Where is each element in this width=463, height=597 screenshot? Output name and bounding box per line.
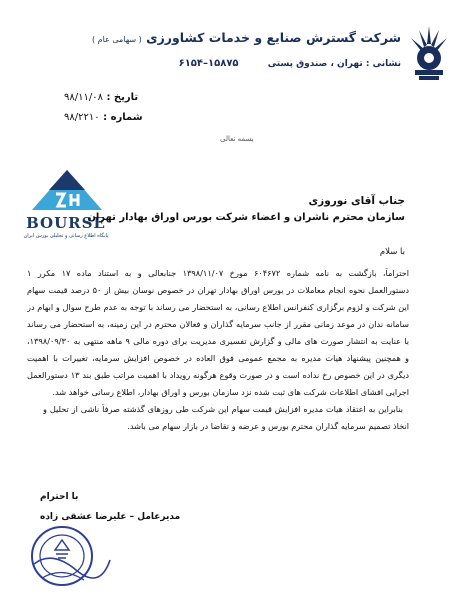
bourse-logo-tagline: پایگاه اطلاع رسانی و تحلیلی بورس ایران bbox=[23, 233, 109, 239]
salutation: با سلام bbox=[379, 247, 405, 257]
bourse-logo-word: BOURSE bbox=[26, 214, 106, 232]
addressee-org: سازمان محترم ناشران و اعضاء شرکت بورس اوراق بهادار تهران bbox=[87, 212, 405, 223]
bismillah: بسمه تعالی bbox=[220, 135, 254, 143]
closing: با احترام bbox=[40, 492, 79, 502]
company-seal-icon bbox=[22, 520, 114, 590]
body-line: انخاذ تصمیم سرمایه گذاران محترم بورس و عرضه و تقاضا در بازار سهام می باشد. bbox=[127, 421, 409, 431]
body-line: سامانه ندان در موعد زمانی مقرر از جانب سرمایه گذاران و فعالان محترم در این زمینه، به استحضار می رساند bbox=[27, 319, 409, 329]
body-line: با عنایت به انتشار صورت های مالی و گزارش تفسیری مدیریت برای دوره مالی ۹ ماهه منتهی به ۱۳۹۸/۰۹/۳۰، bbox=[27, 336, 409, 346]
letter-number bbox=[60, 112, 143, 123]
body-line: این شرکت و لزوم برگزاری کنفرانس اطلاع رسانی، به استحضار می رساند با توجه به عدم طرح سوال و ابهام در bbox=[27, 302, 409, 312]
addressee-name: جناب آقای نوروزی bbox=[308, 195, 405, 207]
body-line: اجرایی افشای اطلاعات شرکت های ثبت شده نزد سازمان بورس و اوراق بهادار، اطلاع رسانی خواهد شد. bbox=[52, 387, 409, 397]
body-line: دستورالعمل نحوه انجام معاملات در بورس اوراق بهادار تهران در خصوص نوسان بیش از ۵۰ درصد قیمت سهام bbox=[27, 285, 409, 295]
body-line: بنابراین به اعتقاد هیات مدیره افزایش قیمت سهام این شرکت طی روزهای گذشته صرفاً ناشی از تحلیل و bbox=[43, 404, 403, 414]
letter-date bbox=[60, 92, 138, 103]
po-box: ۱۵۸۷۵–۶۱۵۴ bbox=[178, 58, 239, 69]
company-address bbox=[179, 58, 401, 69]
date-label: تاریخ : bbox=[106, 92, 139, 103]
address-text: نشانی : تهران ، صندوق پستی bbox=[267, 59, 401, 69]
signer: مدیرعامل – علیرضا عشقی زاده bbox=[40, 512, 181, 522]
number-label: شماره : bbox=[103, 112, 143, 123]
number-value: ۹۸/۲۲۱۰ bbox=[64, 112, 100, 123]
company-type: ( سهامی عام ) bbox=[91, 35, 142, 44]
company-name-text: شرکت گسترش صنایع و خدمات کشاورزی bbox=[146, 30, 401, 45]
date-value: ۹۸/۱۱/۰۸ bbox=[64, 92, 103, 103]
body-line: احتراماً، بازگشت به نامه شماره ۶۰۴۶۷۲ مورخ ۱۳۹۸/۱۱/۰۷ جنابعالی و به استناد ماده ۱۷ مکرر ۱ bbox=[27, 268, 409, 278]
body-line: دیگری در این خصوص رخ نداده است و در صورت وقوع هرگونه رویداد با اهمیت مراتب طبق بند ۱۳ دستورالعمل bbox=[27, 370, 409, 380]
company-emblem-icon bbox=[407, 24, 451, 82]
company-name bbox=[92, 30, 401, 45]
body-line: و همچنین پیشنهاد هیات مدیره به مجمع عمومی فوق العاده در خصوص افزایش سرمایه، تغییرات با اهمیت bbox=[27, 353, 409, 363]
